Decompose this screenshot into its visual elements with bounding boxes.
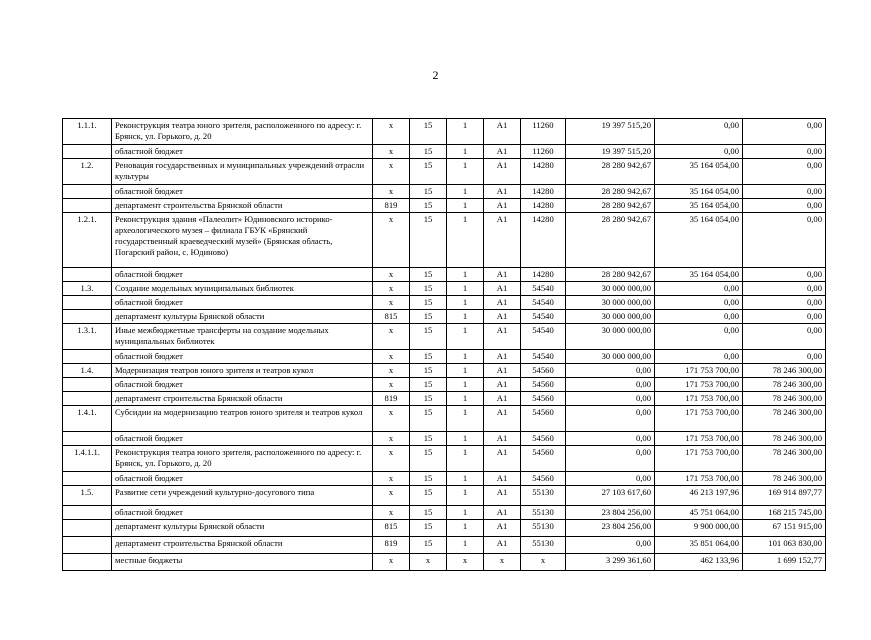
amount-cell: 28 280 942,67 [566, 268, 655, 282]
code-cell: А1 [484, 472, 521, 486]
code-cell: 54540 [521, 310, 566, 324]
row-number: 1.4.1.1. [63, 446, 112, 472]
code-cell: 15 [410, 213, 447, 268]
table-row [63, 310, 826, 324]
amount-cell: 28 280 942,67 [566, 159, 655, 185]
code-cell: х [373, 268, 410, 282]
table-row [63, 350, 826, 364]
code-cell: А1 [484, 119, 521, 145]
amount-cell: 19 397 515,20 [566, 119, 655, 145]
code-cell: 54560 [521, 378, 566, 392]
amount-cell: 78 246 300,00 [743, 392, 826, 406]
amount-cell: 0,00 [655, 119, 743, 145]
amount-cell: 28 280 942,67 [566, 199, 655, 213]
code-cell: 1 [447, 324, 484, 350]
row-number [63, 537, 112, 554]
amount-cell: 171 753 700,00 [655, 406, 743, 432]
row-number [63, 350, 112, 364]
code-cell: 1 [447, 296, 484, 310]
code-cell: х [373, 350, 410, 364]
code-cell: х [373, 145, 410, 159]
code-cell: х [373, 432, 410, 446]
code-cell: 15 [410, 350, 447, 364]
code-cell: 15 [410, 378, 447, 392]
row-number [63, 378, 112, 392]
amount-cell: 27 103 617,60 [566, 486, 655, 506]
amount-cell: 67 151 915,00 [743, 520, 826, 537]
code-cell: 15 [410, 159, 447, 185]
code-cell: 1 [447, 520, 484, 537]
row-number [63, 432, 112, 446]
table-row [63, 506, 826, 520]
table-row [63, 364, 826, 378]
row-name: Модернизация театров юного зрителя и театров кукол [112, 364, 373, 378]
amount-cell: 0,00 [743, 145, 826, 159]
code-cell: 1 [447, 268, 484, 282]
code-cell: 1 [447, 378, 484, 392]
code-cell: 54540 [521, 350, 566, 364]
table-row [63, 486, 826, 506]
amount-cell: 0,00 [655, 350, 743, 364]
code-cell: А1 [484, 350, 521, 364]
code-cell: 15 [410, 282, 447, 296]
code-cell: х [373, 554, 410, 571]
code-cell: 15 [410, 406, 447, 432]
amount-cell: 0,00 [566, 392, 655, 406]
code-cell: 15 [410, 392, 447, 406]
amount-cell: 0,00 [743, 324, 826, 350]
code-cell: А1 [484, 296, 521, 310]
code-cell: 1 [447, 472, 484, 486]
table-row [63, 446, 826, 472]
table-row [63, 406, 826, 432]
amount-cell: 0,00 [743, 199, 826, 213]
amount-cell: 169 914 897,77 [743, 486, 826, 506]
row-name: областной бюджет [112, 296, 373, 310]
code-cell: 15 [410, 296, 447, 310]
row-name: областной бюджет [112, 472, 373, 486]
row-number [63, 268, 112, 282]
code-cell: 1 [447, 282, 484, 296]
amount-cell: 30 000 000,00 [566, 350, 655, 364]
table-row [63, 159, 826, 185]
amount-cell: 0,00 [743, 310, 826, 324]
code-cell: 15 [410, 199, 447, 213]
amount-cell: 0,00 [655, 296, 743, 310]
code-cell: 15 [410, 486, 447, 506]
amount-cell: 3 299 361,60 [566, 554, 655, 571]
code-cell: А1 [484, 185, 521, 199]
amount-cell: 19 397 515,20 [566, 145, 655, 159]
code-cell: 1 [447, 506, 484, 520]
code-cell: 14280 [521, 213, 566, 268]
table-row [63, 213, 826, 268]
code-cell: х [373, 159, 410, 185]
code-cell: 15 [410, 119, 447, 145]
row-name: Реконструкция театра юного зрителя, расположенного по адресу: г. Брянск, ул. Горького, д. 20 [112, 446, 373, 472]
amount-cell: 171 753 700,00 [655, 472, 743, 486]
row-name: Субсидии на модернизацию театров юного зрителя и театров кукол [112, 406, 373, 432]
code-cell: 55130 [521, 506, 566, 520]
amount-cell: 78 246 300,00 [743, 432, 826, 446]
code-cell: 1 [447, 119, 484, 145]
code-cell: х [373, 296, 410, 310]
row-number [63, 199, 112, 213]
code-cell: х [373, 119, 410, 145]
row-number: 1.1.1. [63, 119, 112, 145]
code-cell: 1 [447, 406, 484, 432]
code-cell: 819 [373, 537, 410, 554]
row-name: областной бюджет [112, 378, 373, 392]
amount-cell: 9 900 000,00 [655, 520, 743, 537]
amount-cell: 78 246 300,00 [743, 472, 826, 486]
code-cell: А1 [484, 282, 521, 296]
code-cell: А1 [484, 268, 521, 282]
code-cell: 1 [447, 213, 484, 268]
code-cell: А1 [484, 406, 521, 432]
code-cell: 15 [410, 472, 447, 486]
row-number [63, 472, 112, 486]
table-row [63, 520, 826, 537]
row-number: 1.4.1. [63, 406, 112, 432]
code-cell: 15 [410, 506, 447, 520]
code-cell: А1 [484, 159, 521, 185]
row-name: департамент строительства Брянской области [112, 537, 373, 554]
code-cell: 54540 [521, 324, 566, 350]
code-cell: х [373, 406, 410, 432]
row-number [63, 554, 112, 571]
code-cell: 15 [410, 432, 447, 446]
code-cell: 15 [410, 364, 447, 378]
row-number [63, 392, 112, 406]
code-cell: А1 [484, 310, 521, 324]
table-row [63, 378, 826, 392]
amount-cell: 0,00 [566, 378, 655, 392]
budget-table [62, 118, 826, 571]
code-cell: 1 [447, 537, 484, 554]
amount-cell: 28 280 942,67 [566, 185, 655, 199]
code-cell: 819 [373, 392, 410, 406]
amount-cell: 46 213 197,96 [655, 486, 743, 506]
amount-cell: 0,00 [743, 213, 826, 268]
code-cell: 1 [447, 392, 484, 406]
code-cell: 54560 [521, 406, 566, 432]
amount-cell: 0,00 [743, 296, 826, 310]
amount-cell: 35 164 054,00 [655, 159, 743, 185]
code-cell: 1 [447, 310, 484, 324]
amount-cell: 45 751 064,00 [655, 506, 743, 520]
amount-cell: 0,00 [743, 350, 826, 364]
code-cell: х [447, 554, 484, 571]
table-row [63, 145, 826, 159]
amount-cell: 168 215 745,00 [743, 506, 826, 520]
row-name: областной бюджет [112, 350, 373, 364]
amount-cell: 171 753 700,00 [655, 432, 743, 446]
amount-cell: 78 246 300,00 [743, 378, 826, 392]
row-name: департамент культуры Брянской области [112, 520, 373, 537]
code-cell: А1 [484, 506, 521, 520]
row-name: Реконструкция театра юного зрителя, расположенного по адресу: г. Брянск, ул. Горького, д. 20 [112, 119, 373, 145]
code-cell: 819 [373, 199, 410, 213]
code-cell: 54560 [521, 472, 566, 486]
row-number: 1.5. [63, 486, 112, 506]
amount-cell: 35 851 064,00 [655, 537, 743, 554]
row-name: областной бюджет [112, 185, 373, 199]
table-row [63, 392, 826, 406]
code-cell: 815 [373, 310, 410, 324]
amount-cell: 0,00 [655, 310, 743, 324]
table-row [63, 119, 826, 145]
code-cell: х [521, 554, 566, 571]
amount-cell: 78 246 300,00 [743, 406, 826, 432]
code-cell: 1 [447, 159, 484, 185]
amount-cell: 78 246 300,00 [743, 446, 826, 472]
code-cell: 1 [447, 446, 484, 472]
code-cell: 54540 [521, 282, 566, 296]
table-row [63, 296, 826, 310]
table-row [63, 432, 826, 446]
code-cell: 54560 [521, 364, 566, 378]
code-cell: А1 [484, 324, 521, 350]
row-name: областной бюджет [112, 268, 373, 282]
amount-cell: 0,00 [566, 537, 655, 554]
code-cell: А1 [484, 432, 521, 446]
row-number [63, 310, 112, 324]
row-number [63, 185, 112, 199]
code-cell: х [373, 472, 410, 486]
code-cell: х [373, 282, 410, 296]
row-number [63, 520, 112, 537]
amount-cell: 0,00 [566, 446, 655, 472]
amount-cell: 0,00 [743, 282, 826, 296]
amount-cell: 0,00 [743, 185, 826, 199]
row-name: областной бюджет [112, 145, 373, 159]
code-cell: х [373, 185, 410, 199]
row-name: местные бюджеты [112, 554, 373, 571]
row-number: 1.2. [63, 159, 112, 185]
code-cell: А1 [484, 378, 521, 392]
row-name: Реконструкция здания «Палеолит» Юдиновского историко-археологического музея – филиала ГБУК «Брянский государственный краеведческий музей» (Брянская область, Погарский район, с. Юдиново) [112, 213, 373, 268]
row-name: областной бюджет [112, 432, 373, 446]
amount-cell: 0,00 [566, 406, 655, 432]
code-cell: 1 [447, 364, 484, 378]
code-cell: 1 [447, 185, 484, 199]
code-cell: А1 [484, 486, 521, 506]
code-cell: 1 [447, 486, 484, 506]
code-cell: х [373, 506, 410, 520]
amount-cell: 30 000 000,00 [566, 310, 655, 324]
amount-cell: 35 164 054,00 [655, 213, 743, 268]
amount-cell: 0,00 [743, 159, 826, 185]
amount-cell: 1 699 152,77 [743, 554, 826, 571]
code-cell: А1 [484, 537, 521, 554]
code-cell: 54540 [521, 296, 566, 310]
code-cell: 14280 [521, 268, 566, 282]
code-cell: А1 [484, 520, 521, 537]
amount-cell: 0,00 [655, 324, 743, 350]
code-cell: 15 [410, 185, 447, 199]
table-row [63, 282, 826, 296]
row-name: Иные межбюджетные трансферты на создание модельных муниципальных библиотек [112, 324, 373, 350]
code-cell: х [373, 378, 410, 392]
code-cell: А1 [484, 145, 521, 159]
code-cell: А1 [484, 446, 521, 472]
code-cell: А1 [484, 392, 521, 406]
amount-cell: 0,00 [743, 268, 826, 282]
amount-cell: 35 164 054,00 [655, 268, 743, 282]
code-cell: 14280 [521, 159, 566, 185]
code-cell: 815 [373, 520, 410, 537]
code-cell: х [373, 446, 410, 472]
table-row [63, 537, 826, 554]
code-cell: 54560 [521, 446, 566, 472]
page-number: 2 [432, 68, 439, 82]
code-cell: х [373, 213, 410, 268]
code-cell: 1 [447, 199, 484, 213]
code-cell: 14280 [521, 185, 566, 199]
code-cell: 11260 [521, 119, 566, 145]
amount-cell: 78 246 300,00 [743, 364, 826, 378]
code-cell: х [410, 554, 447, 571]
row-name: департамент культуры Брянской области [112, 310, 373, 324]
row-name: Развитие сети учреждений культурно-досугового типа [112, 486, 373, 506]
amount-cell: 23 804 256,00 [566, 520, 655, 537]
row-name: Реновация государственных и муниципальных учреждений отрасли культуры [112, 159, 373, 185]
amount-cell: 0,00 [566, 432, 655, 446]
amount-cell: 462 133,96 [655, 554, 743, 571]
code-cell: А1 [484, 199, 521, 213]
amount-cell: 0,00 [655, 145, 743, 159]
code-cell: 15 [410, 324, 447, 350]
amount-cell: 30 000 000,00 [566, 296, 655, 310]
amount-cell: 171 753 700,00 [655, 446, 743, 472]
code-cell: 1 [447, 432, 484, 446]
row-number: 1.4. [63, 364, 112, 378]
amount-cell: 35 164 054,00 [655, 185, 743, 199]
amount-cell: 0,00 [566, 364, 655, 378]
code-cell: 54560 [521, 392, 566, 406]
code-cell: х [373, 324, 410, 350]
row-number [63, 296, 112, 310]
table-row [63, 472, 826, 486]
amount-cell: 30 000 000,00 [566, 324, 655, 350]
code-cell: 14280 [521, 199, 566, 213]
code-cell: 15 [410, 268, 447, 282]
amount-cell: 0,00 [743, 119, 826, 145]
code-cell: 55130 [521, 537, 566, 554]
row-name: департамент строительства Брянской области [112, 199, 373, 213]
table-row [63, 185, 826, 199]
code-cell: 1 [447, 145, 484, 159]
amount-cell: 0,00 [655, 282, 743, 296]
code-cell: 15 [410, 537, 447, 554]
row-number [63, 145, 112, 159]
table-row [63, 324, 826, 350]
amount-cell: 101 063 830,00 [743, 537, 826, 554]
code-cell: х [373, 486, 410, 506]
row-name: областной бюджет [112, 506, 373, 520]
code-cell: 55130 [521, 520, 566, 537]
code-cell: А1 [484, 213, 521, 268]
row-name: Создание модельных муниципальных библиотек [112, 282, 373, 296]
amount-cell: 0,00 [566, 472, 655, 486]
code-cell: 55130 [521, 486, 566, 506]
row-number: 1.2.1. [63, 213, 112, 268]
amount-cell: 23 804 256,00 [566, 506, 655, 520]
code-cell: 15 [410, 310, 447, 324]
code-cell: 11260 [521, 145, 566, 159]
amount-cell: 28 280 942,67 [566, 213, 655, 268]
code-cell: 54560 [521, 432, 566, 446]
amount-cell: 171 753 700,00 [655, 364, 743, 378]
amount-cell: 171 753 700,00 [655, 392, 743, 406]
code-cell: А1 [484, 364, 521, 378]
amount-cell: 171 753 700,00 [655, 378, 743, 392]
table-row [63, 554, 826, 571]
row-name: департамент строительства Брянской области [112, 392, 373, 406]
code-cell: 15 [410, 446, 447, 472]
row-number: 1.3. [63, 282, 112, 296]
amount-cell: 35 164 054,00 [655, 199, 743, 213]
code-cell: 1 [447, 350, 484, 364]
row-number [63, 506, 112, 520]
row-number: 1.3.1. [63, 324, 112, 350]
table-row [63, 268, 826, 282]
code-cell: 15 [410, 145, 447, 159]
code-cell: 15 [410, 520, 447, 537]
table-row [63, 199, 826, 213]
amount-cell: 30 000 000,00 [566, 282, 655, 296]
code-cell: х [373, 364, 410, 378]
code-cell: х [484, 554, 521, 571]
